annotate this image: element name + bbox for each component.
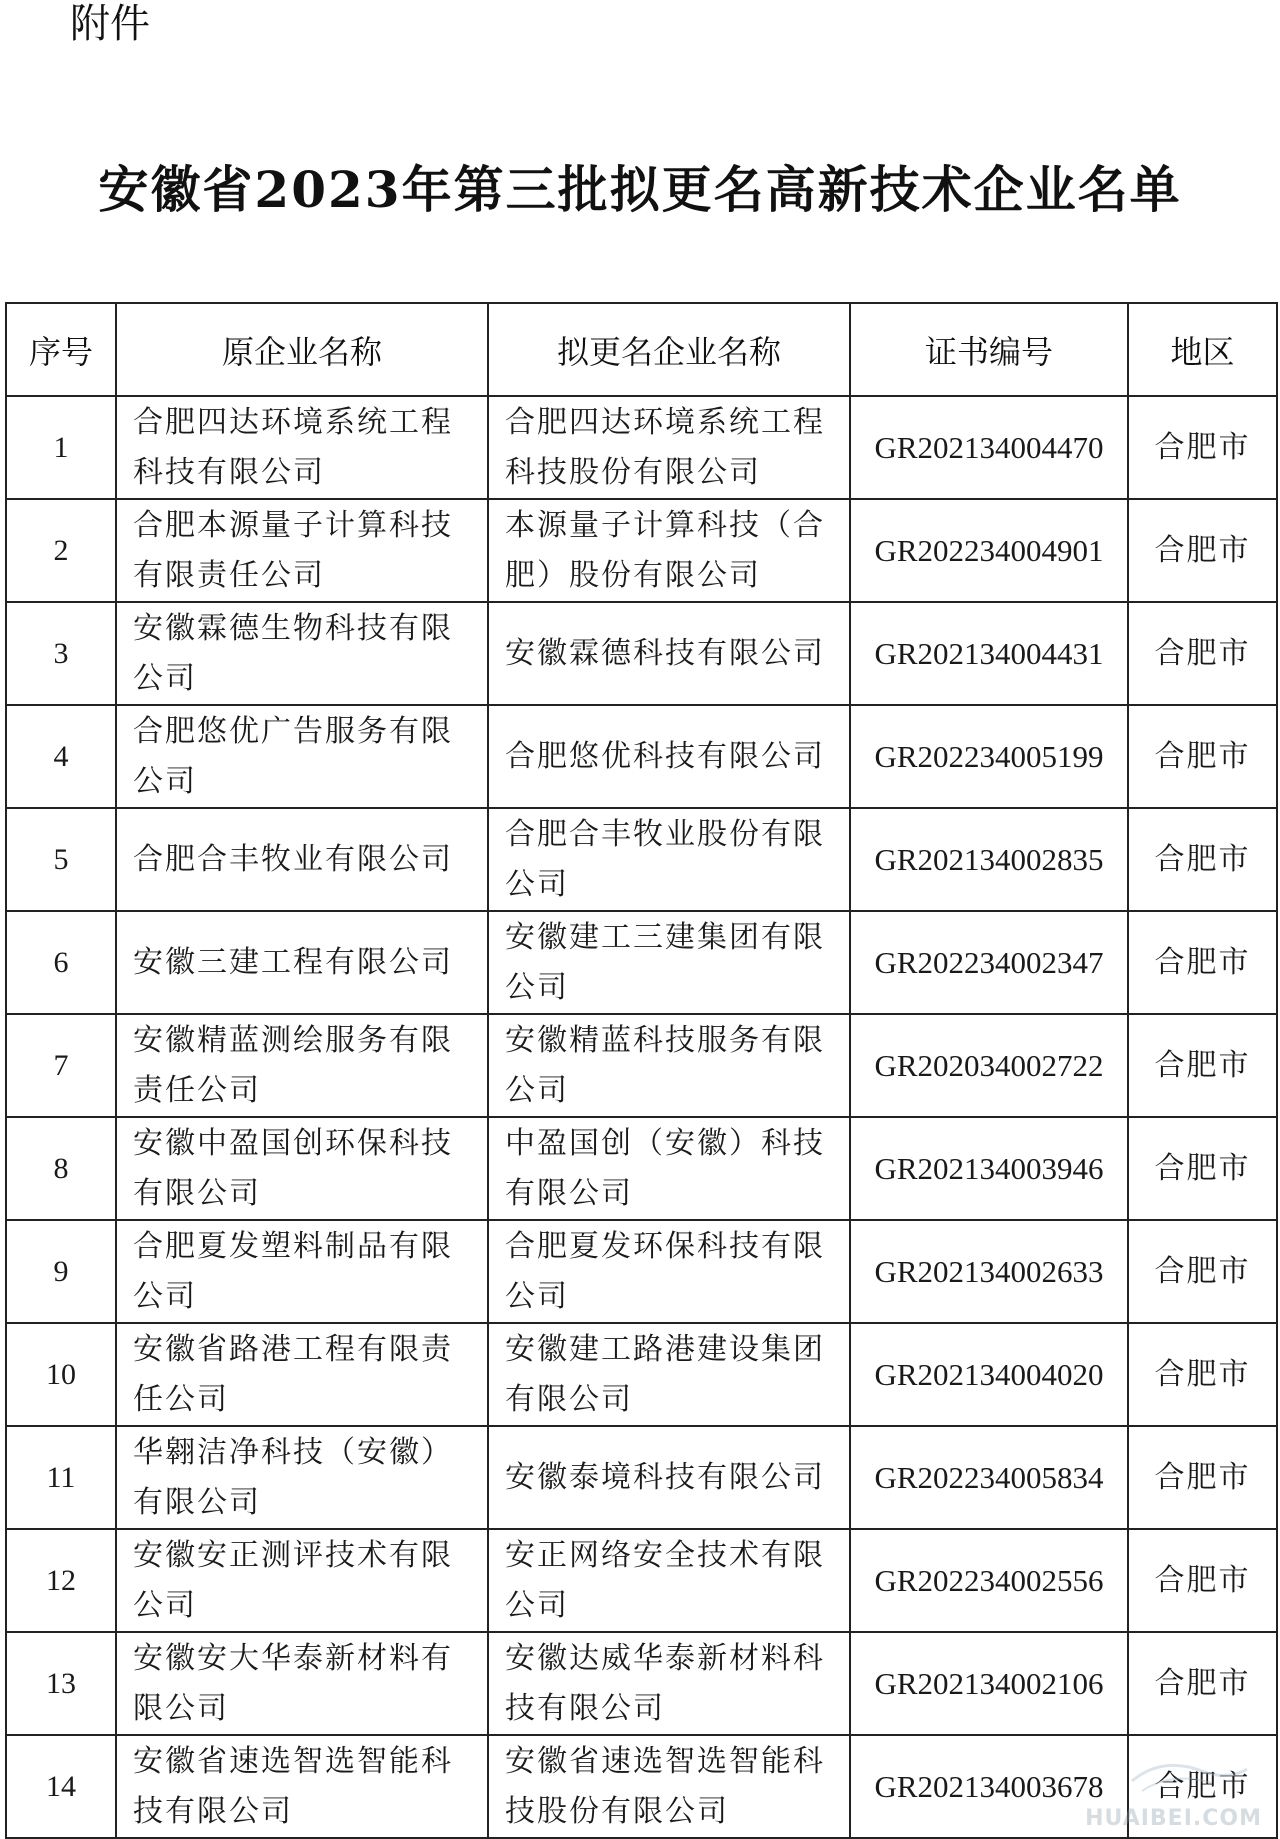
row-original-name: 合肥夏发塑料制品有限公司 [116, 1220, 488, 1323]
attachment-label: 附件 [70, 1, 150, 47]
row-certificate: GR202234005834 [850, 1426, 1128, 1529]
row-new-name: 安徽精蓝科技服务有限公司 [488, 1014, 850, 1117]
row-certificate: GR202134003946 [850, 1117, 1128, 1220]
table-row [6, 1117, 1277, 1220]
row-region: 合肥市 [1128, 1323, 1277, 1426]
watermark-text: HUAIBEI.COM [1085, 1806, 1262, 1831]
row-certificate: GR202234002556 [850, 1529, 1128, 1632]
row-certificate: GR202234002347 [850, 911, 1128, 1014]
header-region: 地区 [1128, 303, 1277, 396]
row-original-name: 安徽安大华泰新材料有限公司 [116, 1632, 488, 1735]
row-new-name: 安徽达威华泰新材料科技有限公司 [488, 1632, 850, 1735]
row-original-name: 安徽安正测评技术有限公司 [116, 1529, 488, 1632]
table-row [6, 396, 1277, 499]
row-new-name: 安徽建工路港建设集团有限公司 [488, 1323, 850, 1426]
company-rename-table [5, 302, 1278, 1839]
row-region: 合肥市 [1128, 808, 1277, 911]
row-original-name: 华翱洁净科技（安徽）有限公司 [116, 1426, 488, 1529]
table-row [6, 602, 1277, 705]
row-region: 合肥市 [1128, 499, 1277, 602]
row-original-name: 合肥悠优广告服务有限公司 [116, 705, 488, 808]
row-certificate: GR202134002835 [850, 808, 1128, 911]
table-header-row [6, 303, 1277, 396]
row-region: 合肥市 [1128, 1735, 1277, 1838]
row-certificate: GR202134002633 [850, 1220, 1128, 1323]
row-new-name: 安徽霖德科技有限公司 [488, 602, 850, 705]
table-row [6, 1323, 1277, 1426]
table-row [6, 1529, 1277, 1632]
row-certificate: GR202234005199 [850, 705, 1128, 808]
row-original-name: 合肥四达环境系统工程科技有限公司 [116, 396, 488, 499]
row-no: 1 [6, 396, 116, 499]
row-region: 合肥市 [1128, 1117, 1277, 1220]
page-title: 安徽省2023年第三批拟更名高新技术企业名单 [98, 160, 1182, 219]
row-no: 6 [6, 911, 116, 1014]
row-new-name: 安徽省速选智选智能科技股份有限公司 [488, 1735, 850, 1838]
row-new-name: 中盈国创（安徽）科技有限公司 [488, 1117, 850, 1220]
row-certificate: GR202034002722 [850, 1014, 1128, 1117]
row-no: 5 [6, 808, 116, 911]
table-row [6, 499, 1277, 602]
row-original-name: 安徽省路港工程有限责任公司 [116, 1323, 488, 1426]
table-row [6, 1014, 1277, 1117]
row-region: 合肥市 [1128, 705, 1277, 808]
row-certificate: GR202134002106 [850, 1632, 1128, 1735]
row-no: 11 [6, 1426, 116, 1529]
row-new-name: 合肥夏发环保科技有限公司 [488, 1220, 850, 1323]
row-new-name: 安徽泰境科技有限公司 [488, 1426, 850, 1529]
header-certificate: 证书编号 [850, 303, 1128, 396]
row-new-name: 本源量子计算科技（合肥）股份有限公司 [488, 499, 850, 602]
row-certificate: GR202234004901 [850, 499, 1128, 602]
header-original-name: 原企业名称 [116, 303, 488, 396]
table-row [6, 1735, 1277, 1838]
row-no: 8 [6, 1117, 116, 1220]
row-new-name: 安徽建工三建集团有限公司 [488, 911, 850, 1014]
table-body [6, 396, 1277, 1838]
table-row [6, 911, 1277, 1014]
row-certificate: GR202134004020 [850, 1323, 1128, 1426]
row-no: 9 [6, 1220, 116, 1323]
row-region: 合肥市 [1128, 1014, 1277, 1117]
row-no: 10 [6, 1323, 116, 1426]
row-original-name: 安徽中盈国创环保科技有限公司 [116, 1117, 488, 1220]
row-new-name: 合肥四达环境系统工程科技股份有限公司 [488, 396, 850, 499]
row-region: 合肥市 [1128, 602, 1277, 705]
row-region: 合肥市 [1128, 1529, 1277, 1632]
row-no: 3 [6, 602, 116, 705]
row-region: 合肥市 [1128, 911, 1277, 1014]
row-original-name: 安徽精蓝测绘服务有限责任公司 [116, 1014, 488, 1117]
row-new-name: 安正网络安全技术有限公司 [488, 1529, 850, 1632]
row-original-name: 合肥合丰牧业有限公司 [116, 808, 488, 911]
row-original-name: 安徽省速选智选智能科技有限公司 [116, 1735, 488, 1838]
row-region: 合肥市 [1128, 1220, 1277, 1323]
table-row [6, 1220, 1277, 1323]
header-no: 序号 [6, 303, 116, 396]
row-no: 13 [6, 1632, 116, 1735]
row-no: 14 [6, 1735, 116, 1838]
row-certificate: GR202134004470 [850, 396, 1128, 499]
row-original-name: 安徽三建工程有限公司 [116, 911, 488, 1014]
row-no: 7 [6, 1014, 116, 1117]
row-original-name: 合肥本源量子计算科技有限责任公司 [116, 499, 488, 602]
row-region: 合肥市 [1128, 1632, 1277, 1735]
row-original-name: 安徽霖德生物科技有限公司 [116, 602, 488, 705]
row-certificate: GR202134003678 [850, 1735, 1128, 1838]
table-row [6, 1632, 1277, 1735]
row-region: 合肥市 [1128, 396, 1277, 499]
row-certificate: GR202134004431 [850, 602, 1128, 705]
row-no: 2 [6, 499, 116, 602]
row-new-name: 合肥合丰牧业股份有限公司 [488, 808, 850, 911]
table-row [6, 705, 1277, 808]
header-new-name: 拟更名企业名称 [488, 303, 850, 396]
row-region: 合肥市 [1128, 1426, 1277, 1529]
row-no: 12 [6, 1529, 116, 1632]
row-no: 4 [6, 705, 116, 808]
row-new-name: 合肥悠优科技有限公司 [488, 705, 850, 808]
table-row [6, 1426, 1277, 1529]
table-row [6, 808, 1277, 911]
